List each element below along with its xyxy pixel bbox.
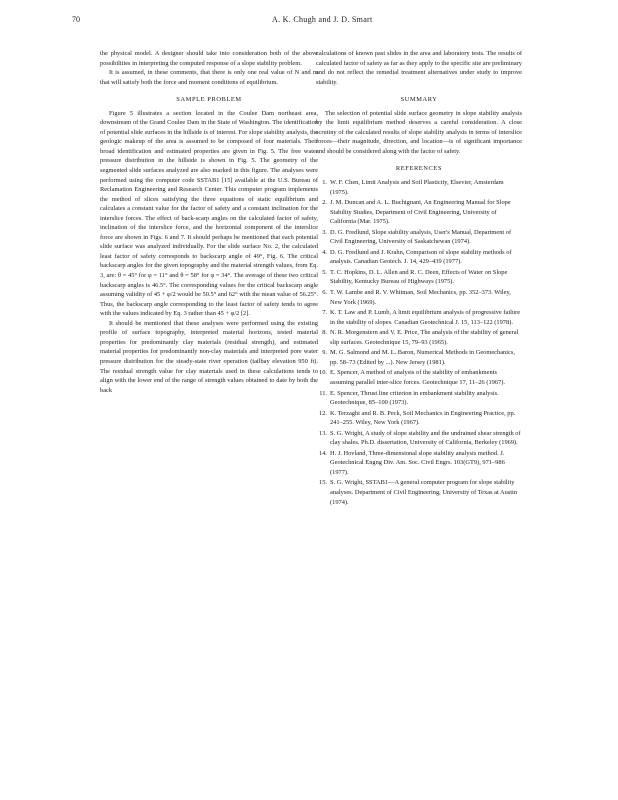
reference-text: H. J. Hovland, Three-dimensional slope stability analysis method. J. Geotechnical Engng Div. Am. Soc. Civil Engrs. 103(GT9), 971–986 (1977). bbox=[330, 449, 505, 476]
running-head: A. K. Chugh and J. D. Smart bbox=[272, 15, 373, 24]
body-paragraph: Figure 5 illustrates a section located in the Coulee Dam northeast area, downstream of the Grand Coulee Dam in the State of Washington. The identification of potential slide surfaces in the hillside is of interest. For slope stability analysis, the geologic makeup of the area is assumed to be composed of four materials. Their broad identification and estimated properties are given in Fig. 5. The free water pressure distribution in the hillside is shown in Fig. 5. The geometry of the segmented slide surfaces analyzed are also marked in this figure. The analyses were performed using the computer code SSTAB1 [15] available at the U.S. Bureau of Reclamation Engineering and Research Center. This computer program implements the method of slices satisfying the three equations of static equilibrium and calculates a constant value for the factor of safety and a constant inclination for the interslice forces. The effect of back-scarp angles on the calculated factor of safety, inclination of the interslice force, and the horizontal component of the interslice force are shown in Figs. 6 and 7. It should perhaps be mentioned that each potential slide surface was analyzed individually. For the slide surface No. 2, the calculated least factor of safety corresponds to backscarp angle of 49°, Fig. 6. The critical backscarp angles for the given topography and the material strength values, from Eq. 3, are: θ = 45° for φ = 11° and θ = 58° for φ = 34°. The average of these two critical backscarp angles is 46.5°. The corresponding values for the critical backscarp angle assuming validity of 45 + φ/2 would be 50.5° and 62° with the mean value of 56.25°. Thus, the backscarp angle corresponding to the least factor of safety tends to agree with the values indicated by Eq. 3 rather than 45 + φ/2 [2]. bbox=[100, 109, 318, 318]
reference-text: K. Terzaghi and R. B. Peck, Soil Mechanics in Engineering Practice, pp. 241–255. Wiley, New York (1967). bbox=[330, 409, 516, 427]
reference-text: N. R. Morgenstern and V. E. Price, The analysis of the stability of general slip surfaces. Geotechnique 15, 79–93 (1965). bbox=[330, 329, 519, 346]
reference-number: 3. bbox=[322, 228, 327, 236]
reference-item bbox=[316, 328, 522, 347]
section-heading-references: REFERENCES bbox=[395, 165, 443, 173]
reference-item bbox=[316, 198, 522, 227]
reference-number: 15. bbox=[319, 479, 327, 487]
reference-list bbox=[316, 178, 522, 507]
reference-text: E. Spencer, Thrust line criterion in embankment stability analysis. Geotechnique, 85–100 (1973). bbox=[330, 389, 499, 407]
reference-item bbox=[316, 409, 522, 428]
body-paragraph: The selection of potential slide surface geometry in slope stability analysis by the limit equilibrium method deserves a careful consideration. A close scrutiny of the calculated results of slope stability analysis in terms of interslice forces—their magnitude, direction, and location—is of significant importance and should be considered along with the factor of safety. bbox=[316, 109, 522, 155]
reference-text: J. M. Duncan and A. L. Buchignani, An Engineering Manual for Slope Stability Studies, Department of Civil Engineering, University of California (Mar. 1975). bbox=[330, 199, 511, 226]
reference-item bbox=[316, 478, 522, 507]
reference-text: K. T. Law and P. Lumb, A limit equilibrium analysis of progressive failure in the stability of slopes. Canadian Geotechnical J. 15, 113–122 (1978). bbox=[330, 309, 521, 326]
right-column bbox=[316, 49, 522, 508]
reference-text: S. G. Wright, SSTAB1—A general computer program for slope stability analyses. Department of Civil Engineering, University of Texas at Austin (1974). bbox=[330, 479, 518, 506]
page-header bbox=[72, 15, 528, 27]
reference-text: T. C. Hopkins, D. L. Allen and R. C. Deen, Effects of Water on Slope Stability, Kentucky Bureau of Highways (1975). bbox=[330, 268, 508, 286]
reference-number: 11. bbox=[319, 389, 327, 397]
reference-item bbox=[316, 268, 522, 287]
reference-number: 13. bbox=[319, 429, 327, 437]
reference-number: 7. bbox=[322, 309, 327, 317]
body-paragraph: It is assumed, in these comments, that there is only one real value of N and m that will satisfy both the force and moment conditions of equilibrium. bbox=[100, 69, 318, 86]
reference-item bbox=[316, 178, 522, 197]
reference-number: 5. bbox=[322, 268, 327, 276]
reference-number: 9. bbox=[322, 349, 327, 357]
reference-text: W. F. Chen, Limit Analysis and Soil Plasticity, Elsevier, Amsterdam (1975). bbox=[330, 179, 504, 196]
reference-item bbox=[316, 368, 522, 387]
reference-number: 1. bbox=[322, 179, 327, 187]
reference-text: T. W. Lambe and R. V. Whitman, Soil Mechanics, pp. 352–373. Wiley, New York (1969). bbox=[330, 289, 511, 306]
reference-item bbox=[316, 389, 522, 408]
reference-item bbox=[316, 248, 522, 267]
reference-number: 8. bbox=[322, 329, 327, 337]
reference-item bbox=[316, 288, 522, 307]
reference-number: 12. bbox=[319, 409, 327, 417]
reference-text: E. Spencer, A method of analysis of the stability of embankments assuming parallel inter-slice forces. Geotechnique 17, 11–26 (1967). bbox=[330, 369, 505, 386]
reference-item bbox=[316, 228, 522, 247]
body-paragraph: calculations of known past slides in the area and laboratory tests. The results of calculated factor of safety as far as they apply to the specific site are preliminary and do not reflect the remedial treatment alternatives under study to improve stability. bbox=[316, 50, 522, 86]
reference-item bbox=[316, 308, 522, 327]
reference-text: D. G. Fredlund and J. Krahn, Comparison of slope stability methods of analysis. Canadian Geotech. J. 14, 429–439 (1977). bbox=[330, 248, 512, 266]
reference-text: D. G. Fredlund, Slope stability analysis, User's Manual, Department of Civil Engineering, University of Saskatchewan (1974). bbox=[330, 228, 512, 246]
reference-item bbox=[316, 449, 522, 478]
reference-number: 14. bbox=[319, 449, 327, 457]
reference-item bbox=[316, 429, 522, 448]
reference-item bbox=[316, 348, 522, 367]
body-paragraph: It should be mentioned that these analyses were performed using the existing profile of surface topography, interpreted material horizons, tested material properties for predominantly clay materials (residual strength), and estimated material properties for predominantly non-clay materials and interpreted pore water pressure distribution for the steady-state river operation (tailbay elevation 950 ft). The residual strength value for clay materials used in these calculations tends to align with the lower end of the range of strength values obtained to date by both the back bbox=[100, 319, 318, 394]
reference-number: 4. bbox=[322, 248, 327, 256]
left-column bbox=[100, 49, 318, 395]
reference-text: M. G. Salmond and M. L. Baron, Numerical Methods in Geomechanics, pp. 58–73 (Edited by ...). New Jersey (1981). bbox=[330, 349, 515, 366]
reference-number: 2. bbox=[322, 199, 327, 207]
section-heading-summary: SUMMARY bbox=[400, 96, 438, 104]
page-number: 70 bbox=[72, 15, 80, 24]
reference-text: S. G. Wright, A study of slope stability and the undrained shear strength of clay shales. Ph.D. dissertation, University of California, Berkeley (1969). bbox=[330, 429, 521, 447]
reference-number: 10. bbox=[319, 369, 327, 377]
section-heading-sample-problem: SAMPLE PROBLEM bbox=[176, 96, 242, 104]
body-paragraph: the physical model. A designer should take into consideration both of the above possibilities in interpreting the computed response of a slope stability problem. bbox=[100, 50, 318, 67]
reference-number: 6. bbox=[322, 289, 327, 297]
